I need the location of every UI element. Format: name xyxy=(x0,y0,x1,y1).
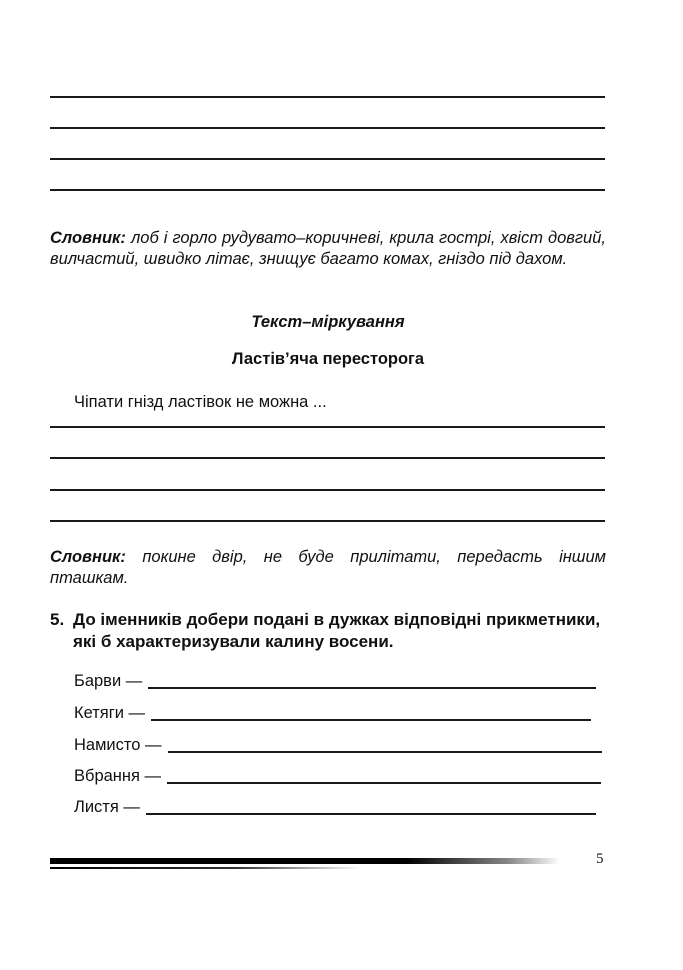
writing-line[interactable] xyxy=(50,189,605,191)
fill-row xyxy=(74,701,591,723)
answer-line[interactable] xyxy=(167,766,601,784)
answer-line[interactable] xyxy=(148,671,596,689)
start-phrase: Чіпати гнізд ластівок не можна ... xyxy=(74,393,327,411)
task-number: 5. xyxy=(50,610,65,629)
page-number: 5 xyxy=(596,851,604,867)
fill-row xyxy=(74,764,601,786)
answer-line[interactable] xyxy=(168,735,602,753)
footer-divider xyxy=(50,858,560,864)
vocabulary-label: Словник: xyxy=(50,229,126,247)
writing-line[interactable] xyxy=(50,489,605,491)
writing-line[interactable] xyxy=(50,426,605,428)
vocabulary-text: покине двір, не буде прилітати, передасть іншим пташкам. xyxy=(50,548,606,587)
fill-row xyxy=(74,733,602,755)
vocabulary-text: лоб і горло рудувато–коричневі, крила гострі, хвіст довгий, вилчастий, швидко літає, знищує багато комах, гніздо під дахом. xyxy=(50,229,606,268)
fill-row xyxy=(74,669,596,691)
text-title: Ластів’яча пересторога xyxy=(231,350,425,368)
answer-line[interactable] xyxy=(151,703,591,721)
writing-line[interactable] xyxy=(50,520,605,522)
task-5 xyxy=(50,609,610,653)
fill-label: Листя — xyxy=(74,798,140,816)
text-type-heading: Текст–міркування xyxy=(251,313,405,331)
task-text: До іменників добери подані в дужках відповідні прикметники, які б характеризували калину восени. xyxy=(73,610,601,651)
writing-line[interactable] xyxy=(50,127,605,129)
writing-line[interactable] xyxy=(50,96,605,98)
fill-row xyxy=(74,795,596,817)
answer-line[interactable] xyxy=(146,797,596,815)
vocabulary-label: Словник: xyxy=(50,548,126,566)
fill-label: Вбрання — xyxy=(74,767,162,785)
writing-line[interactable] xyxy=(50,457,605,459)
writing-line[interactable] xyxy=(50,158,605,160)
fill-label: Кетяги — xyxy=(74,704,146,722)
vocabulary-hint xyxy=(50,547,606,589)
footer-divider-thin xyxy=(50,867,360,869)
fill-label: Барви — xyxy=(74,672,143,690)
vocabulary-hint xyxy=(50,228,606,270)
fill-label: Намисто — xyxy=(74,736,162,754)
